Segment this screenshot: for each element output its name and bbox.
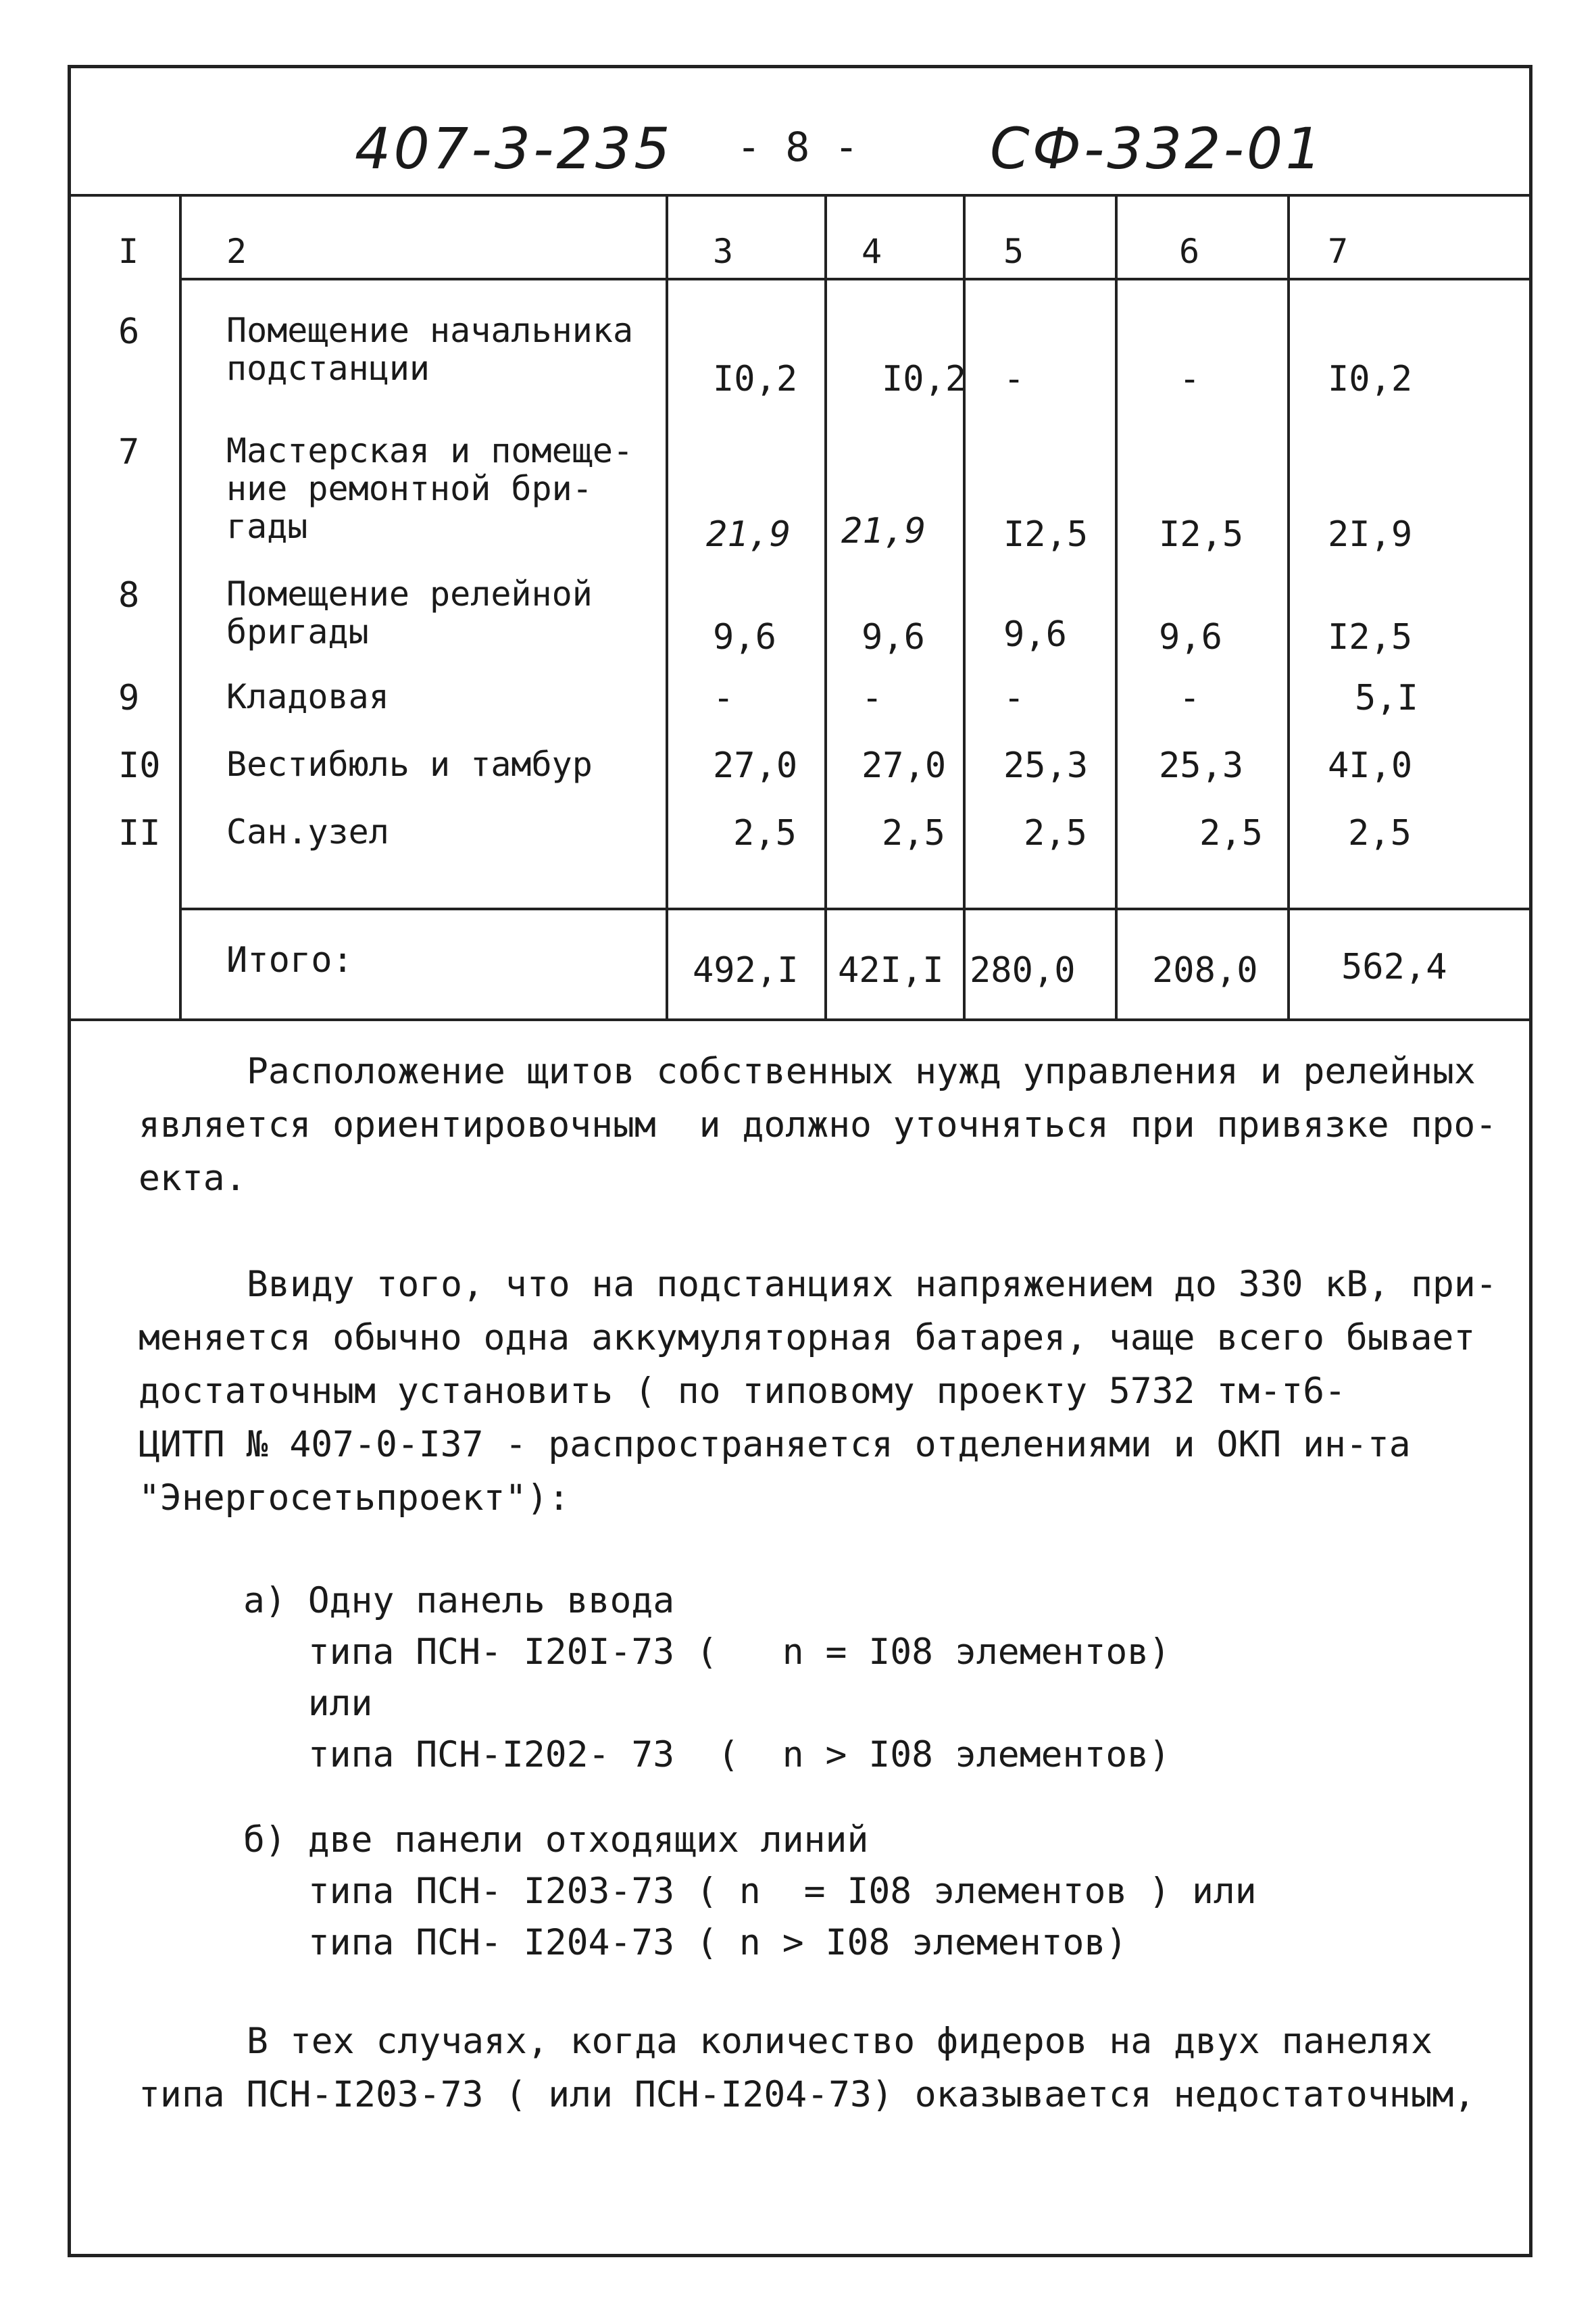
cell-value: 2,5 — [1199, 813, 1263, 854]
page-frame — [68, 65, 1532, 2257]
row-number: 6 — [118, 312, 140, 352]
cell-value: I2,5 — [1328, 617, 1413, 658]
cell-value: I2,5 — [1159, 514, 1244, 555]
room-name: Сан.узел — [226, 812, 389, 852]
col-header-6: 6 — [1179, 232, 1200, 271]
col-header-4: 4 — [862, 232, 882, 271]
room-name: Помещение начальника подстанции — [226, 311, 634, 388]
title-block — [71, 68, 1529, 197]
cell-value: 9,6 — [862, 617, 925, 658]
cell-value: - — [862, 678, 883, 718]
cell-value: 2I,9 — [1328, 514, 1413, 555]
cell-value: I0,2 — [713, 359, 798, 399]
total-value: 492,I — [693, 950, 799, 991]
cell-value: 2,5 — [1024, 813, 1087, 854]
list-item-a: типа ПСН-I202- 73 ( n > I08 элементов) — [243, 1734, 1171, 1775]
list-item-a: типа ПСН- I20I-73 ( n = I08 элементов) — [243, 1631, 1171, 1673]
paragraph-line: является ориентировочным и должно уточняться при привязке про- — [139, 1104, 1497, 1146]
total-label: Итого: — [226, 940, 353, 981]
paragraph-line: типа ПСН-I203-73 ( или ПСН-I204-73) оказывается недостаточным, — [139, 2074, 1476, 2115]
paragraph-line: Расположение щитов собственных нужд управления и релейных — [247, 1051, 1476, 1092]
paragraph-line: меняется обычно одна аккумуляторная батарея, чаще всего бывает — [139, 1317, 1476, 1358]
paragraph-line: Ввиду того, что на подстанциях напряжением до 330 кВ, при- — [247, 1264, 1497, 1305]
list-item-b: типа ПСН- I204-73 ( n > I08 элементов) — [243, 1922, 1128, 1963]
list-item-b: б) две панели отходящих линий — [243, 1819, 869, 1861]
total-value: 562,4 — [1341, 947, 1447, 987]
col-header-5: 5 — [1003, 232, 1024, 271]
cell-value: 2,5 — [733, 813, 797, 854]
cell-value: I2,5 — [1003, 514, 1089, 555]
cell-value: 21,9 — [841, 511, 926, 551]
paragraph-line: достаточным установить ( по типовому проекту 5732 тм-т6- — [139, 1371, 1346, 1412]
sheet-code: СФ-332-01 — [990, 116, 1324, 182]
cell-value: 25,3 — [1159, 745, 1244, 786]
paragraph-line: екта. — [139, 1158, 247, 1199]
cell-value: 9,6 — [1159, 617, 1222, 658]
row-number: II — [118, 813, 161, 854]
cell-value: - — [713, 678, 734, 718]
room-name: Помещение релейной бригады — [226, 574, 593, 651]
cell-value: - — [1179, 359, 1201, 399]
list-item-b: типа ПСН- I203-73 ( n = I08 элементов ) или — [243, 1871, 1257, 1912]
row-number: 9 — [118, 678, 140, 718]
cell-value: - — [1003, 359, 1025, 399]
room-name: Кладовая — [226, 677, 389, 716]
paragraph-line: В тех случаях, когда количество фидеров на двух панелях — [247, 2021, 1432, 2062]
total-value: 42I,I — [838, 950, 944, 991]
row-number: 7 — [118, 432, 140, 472]
room-name: Вестибюль и тамбур — [226, 745, 593, 784]
cell-value: 2,5 — [882, 813, 945, 854]
doc-code: 407-3-235 — [355, 116, 673, 182]
paragraph-line: "Энергосетьпроект"): — [139, 1477, 570, 1519]
col-header-3: 3 — [713, 232, 734, 271]
col-header-7: 7 — [1328, 232, 1349, 271]
cell-value: 25,3 — [1003, 745, 1089, 786]
row-number: I0 — [118, 745, 161, 786]
room-name: Мастерская и помеще- ние ремонтной бри- гады — [226, 431, 634, 546]
col-header-1: I — [118, 232, 139, 271]
cell-value: 4I,0 — [1328, 745, 1413, 786]
total-value: 208,0 — [1152, 950, 1258, 991]
cell-value: 2,5 — [1348, 813, 1412, 854]
cell-value: I0,2 — [1328, 359, 1413, 399]
cell-value: 5,I — [1355, 678, 1418, 718]
list-item-a: а) Одну панель ввода — [243, 1580, 675, 1621]
cell-value: - — [1003, 678, 1025, 718]
cell-value: - — [1179, 678, 1201, 718]
cell-value: 21,9 — [706, 514, 791, 555]
col-header-2: 2 — [226, 232, 247, 271]
row-number: 8 — [118, 575, 140, 616]
cell-value: I0,2 — [882, 359, 967, 399]
area-table — [71, 197, 1529, 1021]
page-number: - 8 - — [737, 124, 859, 171]
total-value: 280,0 — [970, 950, 1076, 991]
list-item-a: или — [243, 1683, 373, 1724]
cell-value: 9,6 — [1003, 614, 1067, 655]
paragraph-line: ЦИТП № 407-0-I37 - распространяется отделениями и ОКП ин-та — [139, 1424, 1411, 1465]
cell-value: 9,6 — [713, 617, 776, 658]
cell-value: 27,0 — [713, 745, 798, 786]
cell-value: 27,0 — [862, 745, 947, 786]
